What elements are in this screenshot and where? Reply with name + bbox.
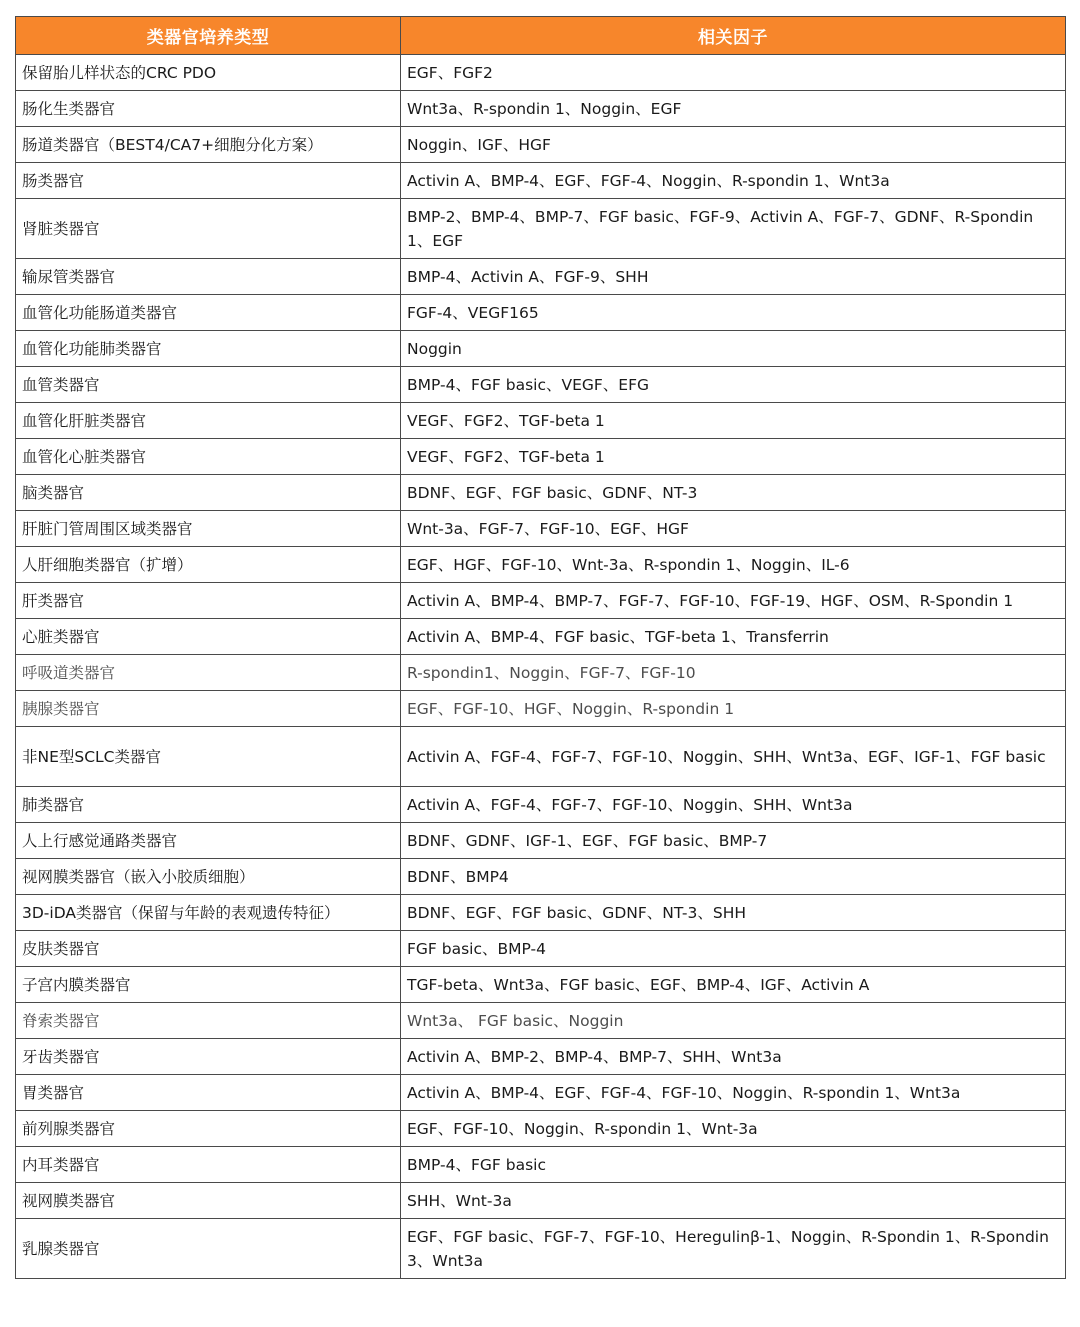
organoid-type-cell: 保留胎儿样状态的CRC PDO bbox=[16, 55, 401, 91]
table-row bbox=[16, 691, 1066, 727]
table-row bbox=[16, 787, 1066, 823]
table-row bbox=[16, 439, 1066, 475]
factors-cell: EGF、HGF、FGF-10、Wnt-3a、R-spondin 1、Noggin、IL-6 bbox=[401, 547, 1066, 583]
table-row bbox=[16, 1075, 1066, 1111]
organoid-type-cell: 乳腺类器官 bbox=[16, 1219, 401, 1279]
factors-cell: Noggin bbox=[401, 331, 1066, 367]
factors-cell: VEGF、FGF2、TGF-beta 1 bbox=[401, 439, 1066, 475]
factors-cell: BDNF、EGF、FGF basic、GDNF、NT-3 bbox=[401, 475, 1066, 511]
factors-cell: Activin A、BMP-4、EGF、FGF-4、Noggin、R-spondin 1、Wnt3a bbox=[401, 163, 1066, 199]
factors-cell: Activin A、FGF-4、FGF-7、FGF-10、Noggin、SHH、Wnt3a bbox=[401, 787, 1066, 823]
table-row bbox=[16, 1183, 1066, 1219]
table-row bbox=[16, 367, 1066, 403]
organoid-type-cell: 视网膜类器官（嵌入小胶质细胞） bbox=[16, 859, 401, 895]
table-row bbox=[16, 655, 1066, 691]
organoid-type-cell: 子宫内膜类器官 bbox=[16, 967, 401, 1003]
table-row bbox=[16, 1219, 1066, 1279]
organoid-type-cell: 肾脏类器官 bbox=[16, 199, 401, 259]
factors-cell: BDNF、BMP4 bbox=[401, 859, 1066, 895]
factors-cell: Activin A、BMP-2、BMP-4、BMP-7、SHH、Wnt3a bbox=[401, 1039, 1066, 1075]
factors-cell: Activin A、FGF-4、FGF-7、FGF-10、Noggin、SHH、Wnt3a、EGF、IGF-1、FGF basic bbox=[401, 727, 1066, 787]
organoid-type-cell: 非NE型SCLC类器官 bbox=[16, 727, 401, 787]
factors-cell: Wnt3a、 FGF basic、Noggin bbox=[401, 1003, 1066, 1039]
table-row bbox=[16, 1003, 1066, 1039]
organoid-type-cell: 血管类器官 bbox=[16, 367, 401, 403]
organoid-type-cell: 血管化功能肠道类器官 bbox=[16, 295, 401, 331]
organoid-type-cell: 胃类器官 bbox=[16, 1075, 401, 1111]
factors-cell: Activin A、BMP-4、BMP-7、FGF-7、FGF-10、FGF-19、HGF、OSM、R-Spondin 1 bbox=[401, 583, 1066, 619]
factors-cell: Wnt3a、R-spondin 1、Noggin、EGF bbox=[401, 91, 1066, 127]
table-row bbox=[16, 199, 1066, 259]
table-row bbox=[16, 1147, 1066, 1183]
header-related-factors: 相关因子 bbox=[401, 17, 1066, 55]
table-row bbox=[16, 547, 1066, 583]
factors-cell: VEGF、FGF2、TGF-beta 1 bbox=[401, 403, 1066, 439]
organoid-type-cell: 皮肤类器官 bbox=[16, 931, 401, 967]
factors-cell: Activin A、BMP-4、EGF、FGF-4、FGF-10、Noggin、R-spondin 1、Wnt3a bbox=[401, 1075, 1066, 1111]
table-row bbox=[16, 583, 1066, 619]
organoid-type-cell: 血管化心脏类器官 bbox=[16, 439, 401, 475]
table-row bbox=[16, 91, 1066, 127]
organoid-type-cell: 牙齿类器官 bbox=[16, 1039, 401, 1075]
factors-cell: EGF、FGF basic、FGF-7、FGF-10、Heregulinβ-1、Noggin、R-Spondin 1、R-Spondin 3、Wnt3a bbox=[401, 1219, 1066, 1279]
organoid-type-cell: 人上行感觉通路类器官 bbox=[16, 823, 401, 859]
table-row bbox=[16, 727, 1066, 787]
factors-cell: BDNF、GDNF、IGF-1、EGF、FGF basic、BMP-7 bbox=[401, 823, 1066, 859]
organoid-type-cell: 肠道类器官（BEST4/CA7+细胞分化方案） bbox=[16, 127, 401, 163]
factors-cell: EGF、FGF-10、Noggin、R-spondin 1、Wnt-3a bbox=[401, 1111, 1066, 1147]
table-row bbox=[16, 55, 1066, 91]
table-row bbox=[16, 1111, 1066, 1147]
table-row bbox=[16, 331, 1066, 367]
table-row bbox=[16, 163, 1066, 199]
factors-cell: BMP-4、FGF basic bbox=[401, 1147, 1066, 1183]
factors-cell: EGF、FGF-10、HGF、Noggin、R-spondin 1 bbox=[401, 691, 1066, 727]
header-organoid-type: 类器官培养类型 bbox=[16, 17, 401, 55]
table-row bbox=[16, 619, 1066, 655]
table-row bbox=[16, 859, 1066, 895]
factors-cell: BDNF、EGF、FGF basic、GDNF、NT-3、SHH bbox=[401, 895, 1066, 931]
table-row bbox=[16, 931, 1066, 967]
organoid-factor-table bbox=[15, 16, 1066, 1279]
organoid-type-cell: 人肝细胞类器官（扩增） bbox=[16, 547, 401, 583]
factors-cell: SHH、Wnt-3a bbox=[401, 1183, 1066, 1219]
organoid-type-cell: 肝类器官 bbox=[16, 583, 401, 619]
organoid-type-cell: 肝脏门管周围区域类器官 bbox=[16, 511, 401, 547]
factors-cell: TGF-beta、Wnt3a、FGF basic、EGF、BMP-4、IGF、Activin A bbox=[401, 967, 1066, 1003]
factors-cell: FGF-4、VEGF165 bbox=[401, 295, 1066, 331]
factors-cell: BMP-4、FGF basic、VEGF、EFG bbox=[401, 367, 1066, 403]
factors-cell: EGF、FGF2 bbox=[401, 55, 1066, 91]
table-row bbox=[16, 1039, 1066, 1075]
organoid-type-cell: 心脏类器官 bbox=[16, 619, 401, 655]
organoid-type-cell: 血管化肝脏类器官 bbox=[16, 403, 401, 439]
organoid-type-cell: 3D-iDA类器官（保留与年龄的表观遗传特征） bbox=[16, 895, 401, 931]
organoid-type-cell: 输尿管类器官 bbox=[16, 259, 401, 295]
table-row bbox=[16, 127, 1066, 163]
organoid-type-cell: 前列腺类器官 bbox=[16, 1111, 401, 1147]
organoid-type-cell: 肠化生类器官 bbox=[16, 91, 401, 127]
table-row bbox=[16, 475, 1066, 511]
table-row bbox=[16, 295, 1066, 331]
organoid-type-cell: 呼吸道类器官 bbox=[16, 655, 401, 691]
organoid-type-cell: 脑类器官 bbox=[16, 475, 401, 511]
organoid-type-cell: 视网膜类器官 bbox=[16, 1183, 401, 1219]
factors-cell: FGF basic、BMP-4 bbox=[401, 931, 1066, 967]
factors-cell: R-spondin1、Noggin、FGF-7、FGF-10 bbox=[401, 655, 1066, 691]
table-header-row bbox=[16, 17, 1066, 55]
organoid-type-cell: 内耳类器官 bbox=[16, 1147, 401, 1183]
factors-cell: Noggin、IGF、HGF bbox=[401, 127, 1066, 163]
organoid-type-cell: 血管化功能肺类器官 bbox=[16, 331, 401, 367]
table-row bbox=[16, 511, 1066, 547]
table-row bbox=[16, 403, 1066, 439]
organoid-type-cell: 肺类器官 bbox=[16, 787, 401, 823]
table-row bbox=[16, 259, 1066, 295]
table-row bbox=[16, 967, 1066, 1003]
organoid-type-cell: 肠类器官 bbox=[16, 163, 401, 199]
table-row bbox=[16, 895, 1066, 931]
organoid-type-cell: 胰腺类器官 bbox=[16, 691, 401, 727]
organoid-type-cell: 脊索类器官 bbox=[16, 1003, 401, 1039]
factors-cell: Wnt-3a、FGF-7、FGF-10、EGF、HGF bbox=[401, 511, 1066, 547]
factors-cell: BMP-2、BMP-4、BMP-7、FGF basic、FGF-9、Activin A、FGF-7、GDNF、R-Spondin 1、EGF bbox=[401, 199, 1066, 259]
factors-cell: BMP-4、Activin A、FGF-9、SHH bbox=[401, 259, 1066, 295]
factors-cell: Activin A、BMP-4、FGF basic、TGF-beta 1、Transferrin bbox=[401, 619, 1066, 655]
table-row bbox=[16, 823, 1066, 859]
